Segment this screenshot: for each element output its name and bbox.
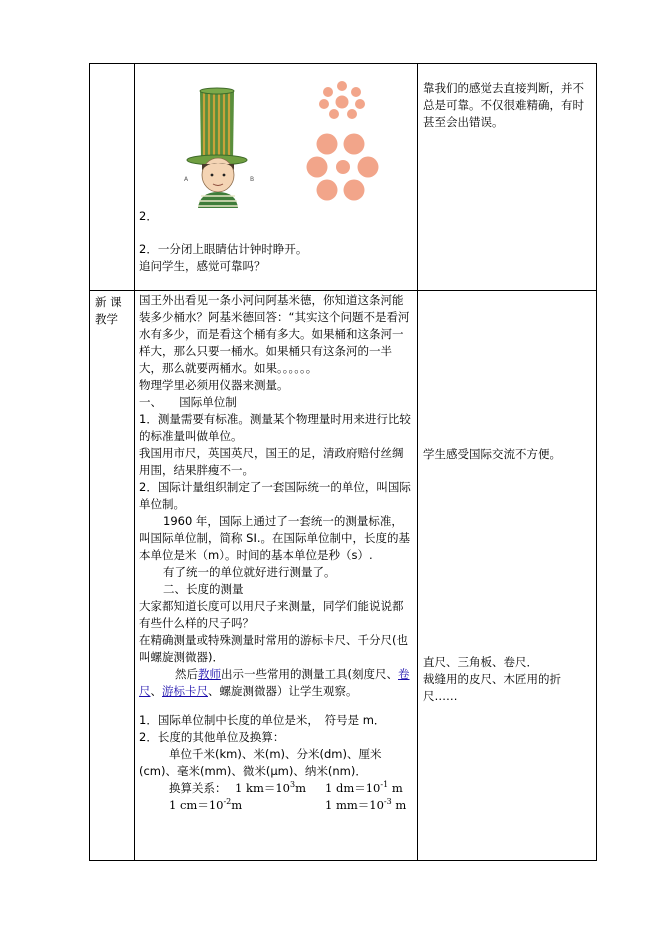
section-label: 新 课 教学: [95, 295, 122, 326]
student-feeling-note: 学生感受国际交流不方便。: [423, 447, 561, 461]
conversion-row-2: [139, 797, 414, 814]
row1-middle-text: [139, 208, 409, 275]
conversion-dm: 1 $dm=10^{-1}$ m: [325, 780, 403, 795]
conversion-mm: 1 $mm=10^{-3}$ m: [325, 797, 407, 812]
conversion-km: 1 $km=10^3m$: [235, 780, 306, 795]
item-2-marker: 2．: [139, 209, 158, 223]
tools-text-d: 、螺旋测微器）让学生观察。: [208, 684, 358, 698]
point-2: 2．国际计量组织制定了一套国际统一的单位，叫国际单位制。: [139, 480, 411, 511]
si-length-unit: 1．国际单位制中长度的单位是米， 符号是 m．: [139, 713, 386, 727]
column-divider-1: [134, 64, 135, 860]
link-tape-measure[interactable]: 卷尺: [139, 667, 410, 698]
striped-hat-figure: [184, 88, 254, 208]
conversion-cm: 1 $cm=10^{-2}m$: [169, 797, 243, 812]
instruction-line: 2．一分闭上眼睛估计钟时睁开。: [139, 242, 308, 256]
svg-text:B: B: [250, 176, 255, 183]
tools-paragraph: [139, 666, 414, 700]
lesson-body: [139, 292, 414, 814]
column-divider-2: [417, 64, 418, 860]
history-paragraph: 我国用市尺，英国英尺，国王的足，清政府赔付丝绸用围，结果胖瘦不一。: [139, 446, 404, 477]
si-1960-paragraph: 1960 年，国际上通过了一套统一的测量标准，叫国际单位制，简称 SI.。在国际单位制中，长度的基本单位是米（m）。时间的基本单位是秒（s）.: [139, 514, 410, 562]
lesson-table: [89, 63, 597, 861]
unified-unit-paragraph: 有了统一的单位就好进行测量了。: [163, 565, 336, 579]
tools-text-c: 、: [150, 684, 162, 698]
ruler-question: 大家都知道长度可以用尺子来测量，同学们能说说都有些什么样的尺子吗？: [139, 599, 404, 630]
svg-text:A: A: [184, 176, 189, 183]
conversion-row-1: [139, 780, 414, 797]
instrument-paragraph: 物理学里必须用仪器来测量。: [139, 378, 289, 392]
row1-right-note: 靠我们的感觉去直接判断，并不总是可靠。不仅很难精确，有时甚至会出错误。: [423, 81, 584, 129]
unit-list: 单位千米(km)、米(m)、分米(dm)、厘米(cm)、毫米(mm)、微米(μm)、纳米(nm)．: [139, 747, 382, 778]
tools-text-a: 然后: [175, 667, 198, 681]
link-teacher[interactable]: 教师: [198, 667, 221, 681]
ruler-answer-1: 直尺、三角板、卷尺．: [423, 655, 538, 669]
heading-si-units: 一、 国际单位制: [139, 395, 237, 409]
other-units-heading: 2．长度的其他单位及换算：: [139, 730, 285, 744]
small-circle-cluster: [319, 81, 365, 119]
conversion-label: 换算关系：: [169, 781, 227, 795]
illusion-figures: [138, 80, 412, 210]
point-1: 1．测量需要有标准。测量某个物理量时用来进行比较的标准量叫做单位。: [139, 412, 411, 443]
precision-paragraph: 在精确测量或特殊测量时常用的游标卡尺、千分尺(也叫螺旋测微器)．: [139, 633, 408, 664]
row-divider: [90, 290, 596, 291]
link-vernier-caliper[interactable]: 游标卡尺: [162, 684, 208, 698]
hat-illustration: [138, 80, 412, 210]
question-line: 追问学生，感觉可靠吗？: [139, 259, 266, 273]
large-circle-cluster: [307, 134, 379, 201]
heading-length-measurement: 二、长度的测量: [163, 582, 244, 596]
ruler-answer-2: 裁缝用的皮尺、木匠用的折尺……: [423, 672, 561, 703]
ruler-answers: [423, 654, 593, 705]
story-paragraph: 国王外出看见一条小河问阿基米德，你知道这条河能装多少桶水？阿基米德回答：“其实这个问题不是看河水有多少，而是看这个桶有多大。如果桶和这条河一样大，那么只要一桶水。如果桶只有这条河的一半大，那么就要两桶水。如果。。。。。。: [139, 293, 410, 375]
tools-text-b: 出示一些常用的测量工具(刻度尺、: [221, 667, 398, 681]
